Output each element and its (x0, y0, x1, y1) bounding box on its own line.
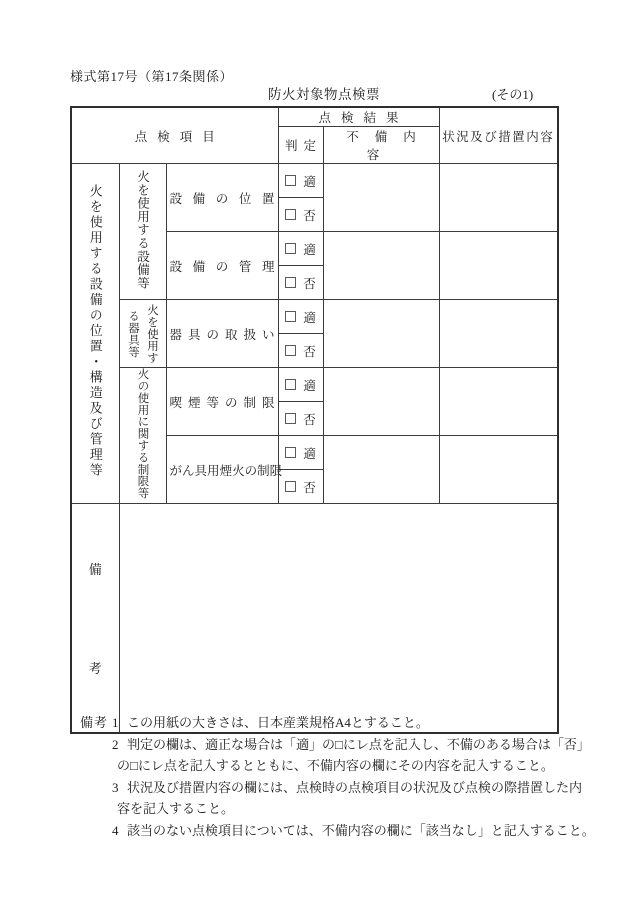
item-label: が ん 具 用 煙 火 の 制 限 (166, 436, 278, 504)
fail-checkbox[interactable] (285, 413, 296, 424)
remarks-label: 備 考 (88, 561, 102, 676)
header-deficiency: 不備内容 (323, 127, 439, 164)
inspection-table (70, 106, 559, 734)
deficiency-input-cell[interactable] (323, 300, 439, 368)
deficiency-input-cell[interactable] (323, 232, 439, 300)
situation-input-cell[interactable] (439, 232, 558, 300)
footnotes (70, 712, 595, 841)
pass-label: 適 (303, 242, 316, 257)
remarks-input-cell[interactable] (119, 504, 558, 733)
header-inspection-results: 点検結果 (278, 107, 439, 127)
category-label: 火を使用する設備の位置・構造及び管理等 (87, 184, 103, 479)
fail-label: 否 (303, 344, 316, 359)
pass-label: 適 (303, 446, 316, 461)
item-label: 器 具 の 取 扱 い (166, 300, 278, 368)
page-number-label: (その1) (492, 87, 534, 102)
fail-label: 否 (303, 276, 316, 291)
pass-checkbox[interactable] (285, 447, 296, 458)
pass-checkbox[interactable] (285, 175, 296, 186)
footnote-line: 4 該当のない点検項目については、不備内容の欄に「該当なし」と記入すること。 (112, 822, 595, 838)
category-cell (71, 164, 119, 504)
group-label-equipment: 火を使用する設備等 (119, 164, 166, 300)
header-inspection-items: 点検項目 (71, 107, 278, 164)
pass-checkbox[interactable] (285, 379, 296, 390)
footnote-line: 3 状況及び措置内容の欄には、点検時の点検項目の状況及び点検の際措置した内 (112, 779, 583, 795)
footnote-line: 容を記入すること。 (117, 801, 235, 816)
pass-checkbox[interactable] (285, 311, 296, 322)
footnotes-label: 備考 (80, 715, 109, 730)
pass-checkbox[interactable] (285, 243, 296, 254)
situation-input-cell[interactable] (439, 368, 558, 436)
deficiency-input-cell[interactable] (323, 164, 439, 232)
deficiency-input-cell[interactable] (323, 436, 439, 504)
page-title: 防火対象物点検票 (268, 87, 380, 102)
pass-label: 適 (303, 310, 316, 325)
pass-label: 適 (303, 378, 316, 393)
footnote-line: の□にレ点を記入するとともに、不備内容の欄にその内容を記入すること。 (117, 758, 554, 773)
header-judgment: 判定 (278, 127, 323, 164)
situation-input-cell[interactable] (439, 300, 558, 368)
footnote-line: 2 判定の欄は、適正な場合は「適」の□にレ点を記入し、不備のある場合は「否」 (112, 736, 590, 752)
fail-label: 否 (303, 480, 316, 495)
header-situation-measures: 状況及び措置内容 (439, 107, 558, 164)
fail-checkbox[interactable] (285, 481, 296, 492)
item-label: 設 備 の 位 置 (166, 164, 278, 232)
remarks-label-cell (71, 504, 119, 733)
fail-checkbox[interactable] (285, 345, 296, 356)
pass-label: 適 (303, 174, 316, 189)
fail-checkbox[interactable] (285, 277, 296, 288)
situation-input-cell[interactable] (439, 436, 558, 504)
situation-input-cell[interactable] (439, 164, 558, 232)
form-code-label: 様式第17号（第17条関係） (70, 69, 234, 84)
fail-label: 否 (303, 412, 316, 427)
group-label-restrictions: 火の使用に関する制限等 (119, 368, 166, 504)
group-label-appliances: 火を使用す る器具等 (119, 300, 166, 368)
fail-label: 否 (303, 208, 316, 223)
item-label: 喫 煙 等 の 制 限 (166, 368, 278, 436)
item-label: 設 備 の 管 理 (166, 232, 278, 300)
fail-checkbox[interactable] (285, 209, 296, 220)
footnote-line: 備考 1 この用紙の大きさは、日本産業規格A4とすること。 (70, 712, 570, 734)
deficiency-input-cell[interactable] (323, 368, 439, 436)
